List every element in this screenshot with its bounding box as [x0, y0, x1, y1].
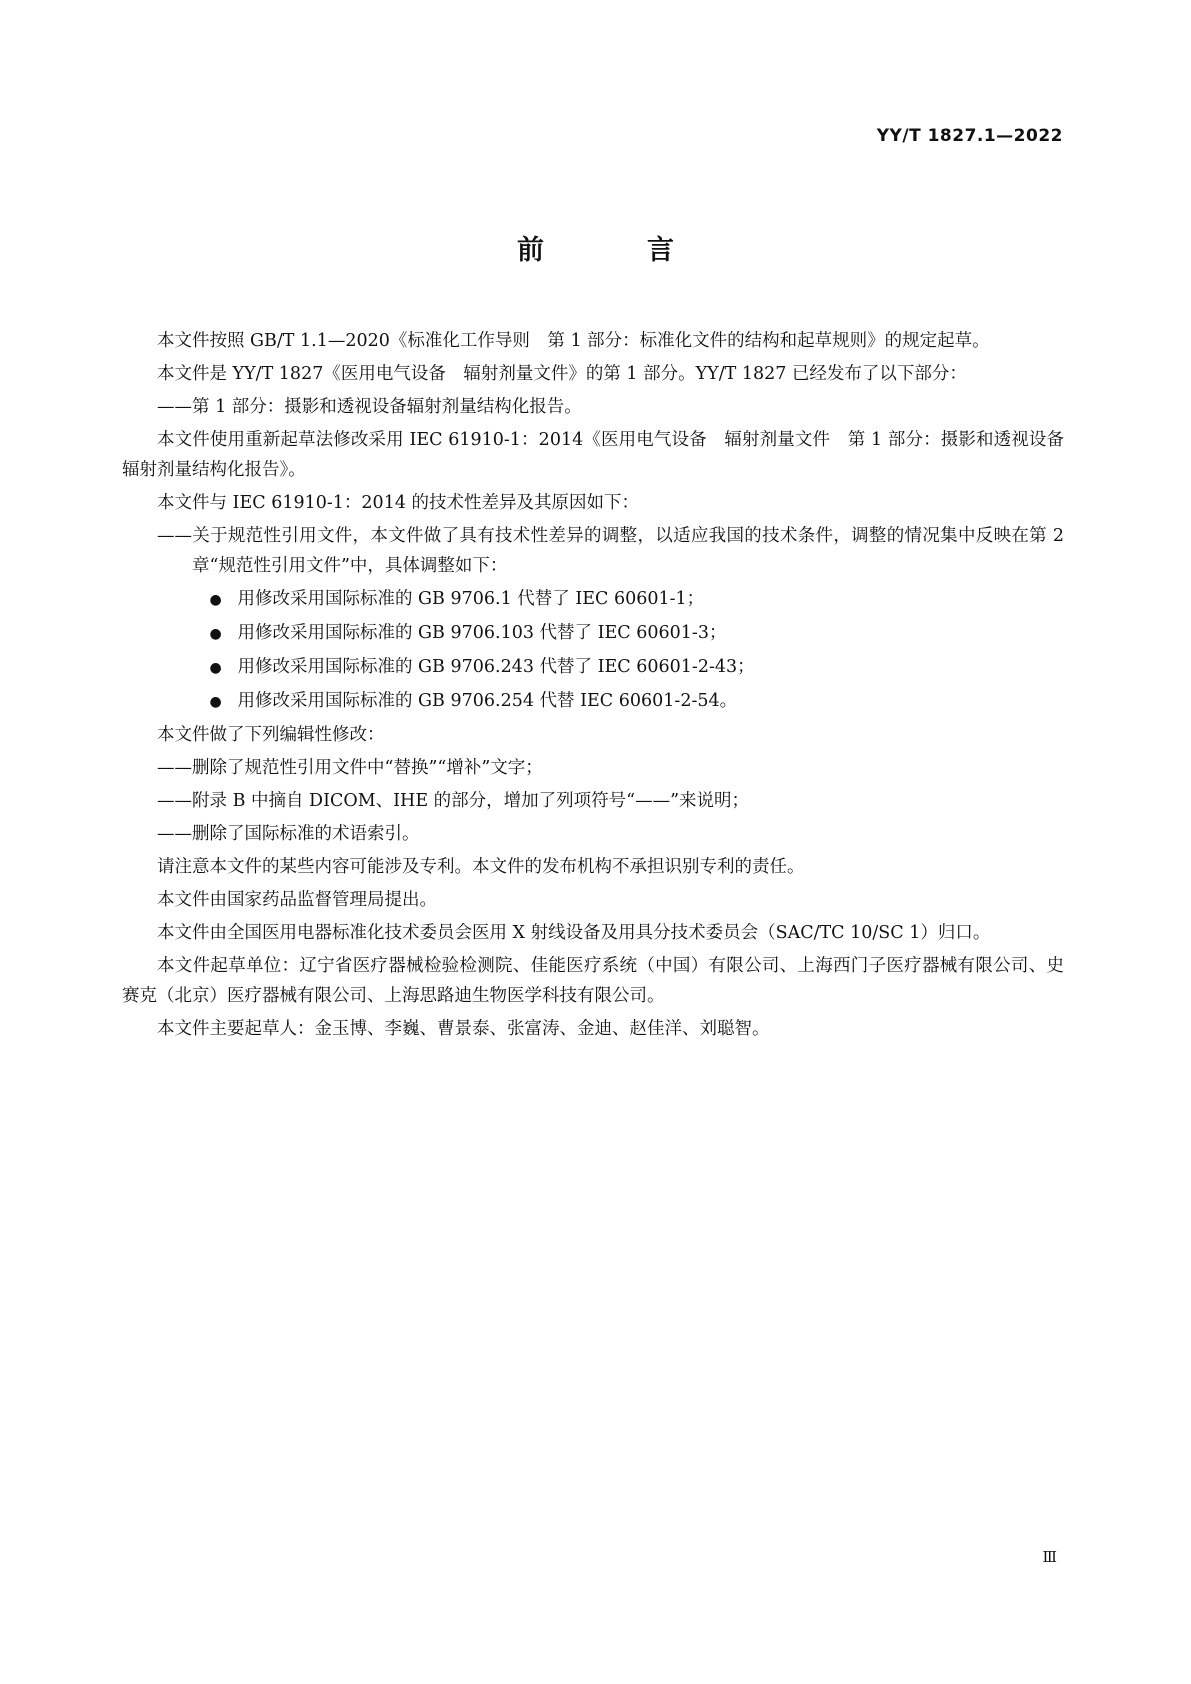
foreword-content — [122, 326, 1064, 1047]
paragraph: 本文件与 IEC 61910-1：2014 的技术性差异及其原因如下： — [157, 493, 640, 513]
paragraph: 本文件是 YY/T 1827《医用电气设备 辐射剂量文件》的第 1 部分。YY/T 1827 已经发布了以下部分： — [157, 364, 967, 384]
bullet-text: 用修改采用国际标准的 GB 9706.254 代替 IEC 60601-2-54。 — [237, 691, 738, 711]
bullet-icon: ● — [209, 626, 222, 642]
list-item: ——第 1 部分：摄影和透视设备辐射剂量结构化报告。 — [157, 397, 582, 417]
bullet-text: 用修改采用国际标准的 GB 9706.243 代替了 IEC 60601-2-43； — [237, 657, 755, 677]
document-code: YY/T 1827.1—2022 — [876, 126, 1063, 146]
bullet-text: 用修改采用国际标准的 GB 9706.1 代替了 IEC 60601-1； — [237, 589, 705, 609]
paragraph: 本文件由国家药品监督管理局提出。 — [157, 890, 437, 910]
paragraph: 本文件起草单位：辽宁省医疗器械检验检测院、佳能医疗系统（中国）有限公司、上海西门子医疗器械有限公司、史赛克（北京）医疗器械有限公司、上海思路迪生物医学科技有限公司。 — [122, 956, 1064, 1006]
bullet-text: 用修改采用国际标准的 GB 9706.103 代替了 IEC 60601-3； — [237, 623, 727, 643]
list-item: ——删除了规范性引用文件中“替换”“增补”文字； — [157, 758, 543, 778]
paragraph: 本文件做了下列编辑性修改： — [157, 725, 385, 745]
bullet-item — [122, 652, 1064, 683]
list-item: ——关于规范性引用文件，本文件做了具有技术性差异的调整，以适应我国的技术条件，调整的情况集中反映在第 2 章“规范性引用文件”中，具体调整如下： — [157, 526, 1064, 576]
page-number: Ⅲ — [1042, 1548, 1057, 1566]
paragraph: 本文件由全国医用电器标准化技术委员会医用 X 射线设备及用具分技术委员会（SAC/TC 10/SC 1）归口。 — [157, 923, 991, 943]
paragraph: 本文件按照 GB/T 1.1—2020《标准化工作导则 第 1 部分：标准化文件的结构和起草规则》的规定起草。 — [157, 331, 990, 351]
bullet-item — [122, 618, 1064, 649]
bullet-item — [122, 686, 1064, 717]
bullet-item — [122, 584, 1064, 615]
bullet-icon: ● — [209, 592, 222, 608]
paragraph: 本文件使用重新起草法修改采用 IEC 61910-1：2014《医用电气设备 辐射剂量文件 第 1 部分：摄影和透视设备辐射剂量结构化报告》。 — [122, 430, 1064, 480]
bullet-icon: ● — [209, 660, 222, 676]
paragraph: 本文件主要起草人：金玉博、李巍、曹景泰、张富涛、金迪、赵佳洋、刘聪智。 — [157, 1019, 770, 1039]
list-item: ——附录 B 中摘自 DICOM、IHE 的部分，增加了列项符号“——”来说明； — [157, 791, 750, 811]
paragraph: 请注意本文件的某些内容可能涉及专利。本文件的发布机构不承担识别专利的责任。 — [157, 857, 805, 877]
bullet-icon: ● — [209, 694, 222, 710]
page-title: 前 言 — [517, 235, 712, 266]
list-item: ——删除了国际标准的术语索引。 — [157, 824, 420, 844]
